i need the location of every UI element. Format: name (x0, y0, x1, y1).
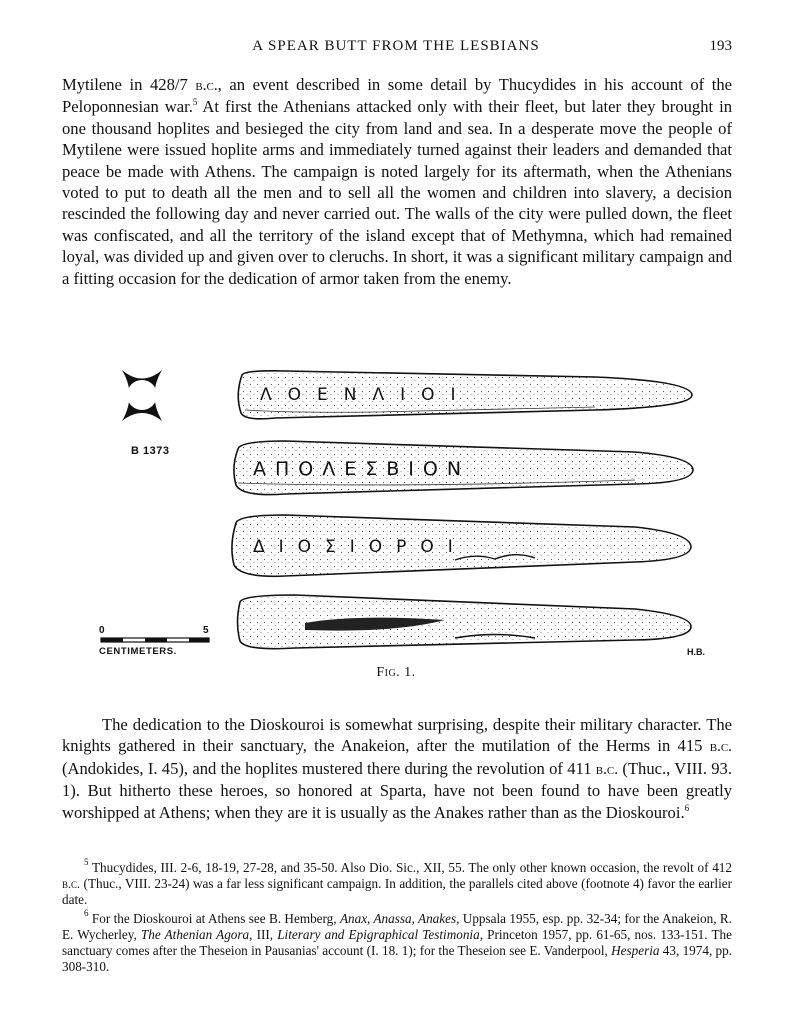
text-run: (Thuc., VIII. 23-24) was a far less significant campaign. In addition, the parallels cited above (footnote 4) favor the earlier date. (62, 876, 732, 908)
inscription-face-2: ΑΠΟΛΕΣΒΙΟΝ (253, 458, 471, 480)
footnote-ref[interactable]: 6 (684, 802, 690, 813)
footnote-number: 6 (84, 907, 89, 918)
inscription-face-1: ΛΟΕΝΛΙΟΙ (260, 385, 472, 405)
scale-unit: CENTIMETERS. (99, 646, 177, 657)
spear-face-4 (238, 595, 692, 649)
inscription-face-3: ΔΙΟΣΙΟΡΟΙ (253, 537, 467, 557)
text-run: Mytilene in 428/7 (62, 75, 196, 94)
footnote-5 (62, 857, 732, 909)
catalog-number: B 1373 (131, 445, 170, 457)
running-title: A SPEAR BUTT FROM THE LESBIANS (252, 38, 540, 54)
footnote-ref[interactable]: 5 (192, 97, 198, 108)
figure-caption: Fig. 1. (376, 665, 416, 680)
paragraph-2 (62, 714, 732, 823)
text-run: , an event described in some detail by Thucydides in his account of the Peloponnesian war. (62, 75, 732, 117)
era-abbrev: b.c. (595, 760, 619, 778)
text-run: At first the Athenians attacked only with their fleet, but later they brought in one thousand hoplites and besieged the city from land and sea. In a desperate move the people of Mytilene were issued hoplite arms and immediately turned against their leaders and demanded that peace be made with Athens. The campaign is noted largely for its aftermath, when the Athenians voted to put to death all the men and to sell all the women and children into slavery, a decision rescinded the following day and never carried out. The walls of the city were pulled down, the fleet was confiscated, and all the territory of the island except that of Methymna, which had remained loyal, was divided up and given over to cleruchs. In short, it was a significant military campaign and a fitting occasion for the dedication of armor taken from the enemy. (62, 97, 732, 288)
era-abbrev: b.c. (62, 877, 81, 892)
footnote-number: 5 (84, 857, 89, 867)
citation-title: The Athenian Agora, (140, 926, 253, 942)
text-run: Thucydides, III. 2-6, 18-19, 27-28, and 35-50. Also Dio. Sic., XII, 55. The only other known occasion, the revolt of 412 (88, 860, 732, 875)
scale-bar (101, 638, 209, 642)
text-run: (Andokides, I. 45), and the hoplites mustered there during the revolution of 411 (62, 758, 596, 778)
footnotes (62, 857, 733, 977)
text-run: The dedication to the Dioskouroi is somewhat surprising, despite their military character. The knights gathered in their sanctuary, the Anakeion, after the mutilation of the Herms in 415 (62, 715, 732, 756)
text-run: Princeton 1957, pp. 61-65, nos. 133-151. The sanctuary comes after the Theseion in Pausanias' account (I. 18. 1); for the Theseion see E. Vanderpool, (62, 926, 732, 959)
text-run: Uppsala 1955, esp. pp. 32-34; for the Anakeion, R. E. Wycherley, (62, 910, 732, 942)
artist-initials: H.B. (687, 647, 705, 657)
footnote-6 (62, 907, 733, 976)
figure-1 (95, 355, 715, 685)
citation-title: Anax, Anassa, Anakes, (339, 910, 460, 926)
running-header (0, 36, 792, 58)
citation-title: Literary and Epigraphical Testimonia, (277, 926, 483, 942)
text-run: 43, 1974, pp. 308-310. (62, 943, 733, 975)
scale-end: 5 (203, 625, 209, 636)
era-abbrev: b.c. (195, 77, 218, 94)
text-run: (Thuc., VIII. 93. 1). But hitherto these heroes, so honored at Sparta, have not been found to have been greatly worshipped at Athens; when they are it is usually as the Anakes rather than as the Dioskouroi. (62, 758, 732, 822)
text-run: III, (252, 926, 278, 942)
page-number: 193 (709, 38, 732, 54)
paragraph-1 (62, 74, 732, 289)
era-abbrev: b.c. (709, 738, 732, 756)
scale-start: 0 (99, 625, 105, 636)
citation-title: Hesperia (611, 943, 660, 959)
text-run: For the Dioskouroi at Athens see B. Hemberg, (88, 910, 340, 926)
